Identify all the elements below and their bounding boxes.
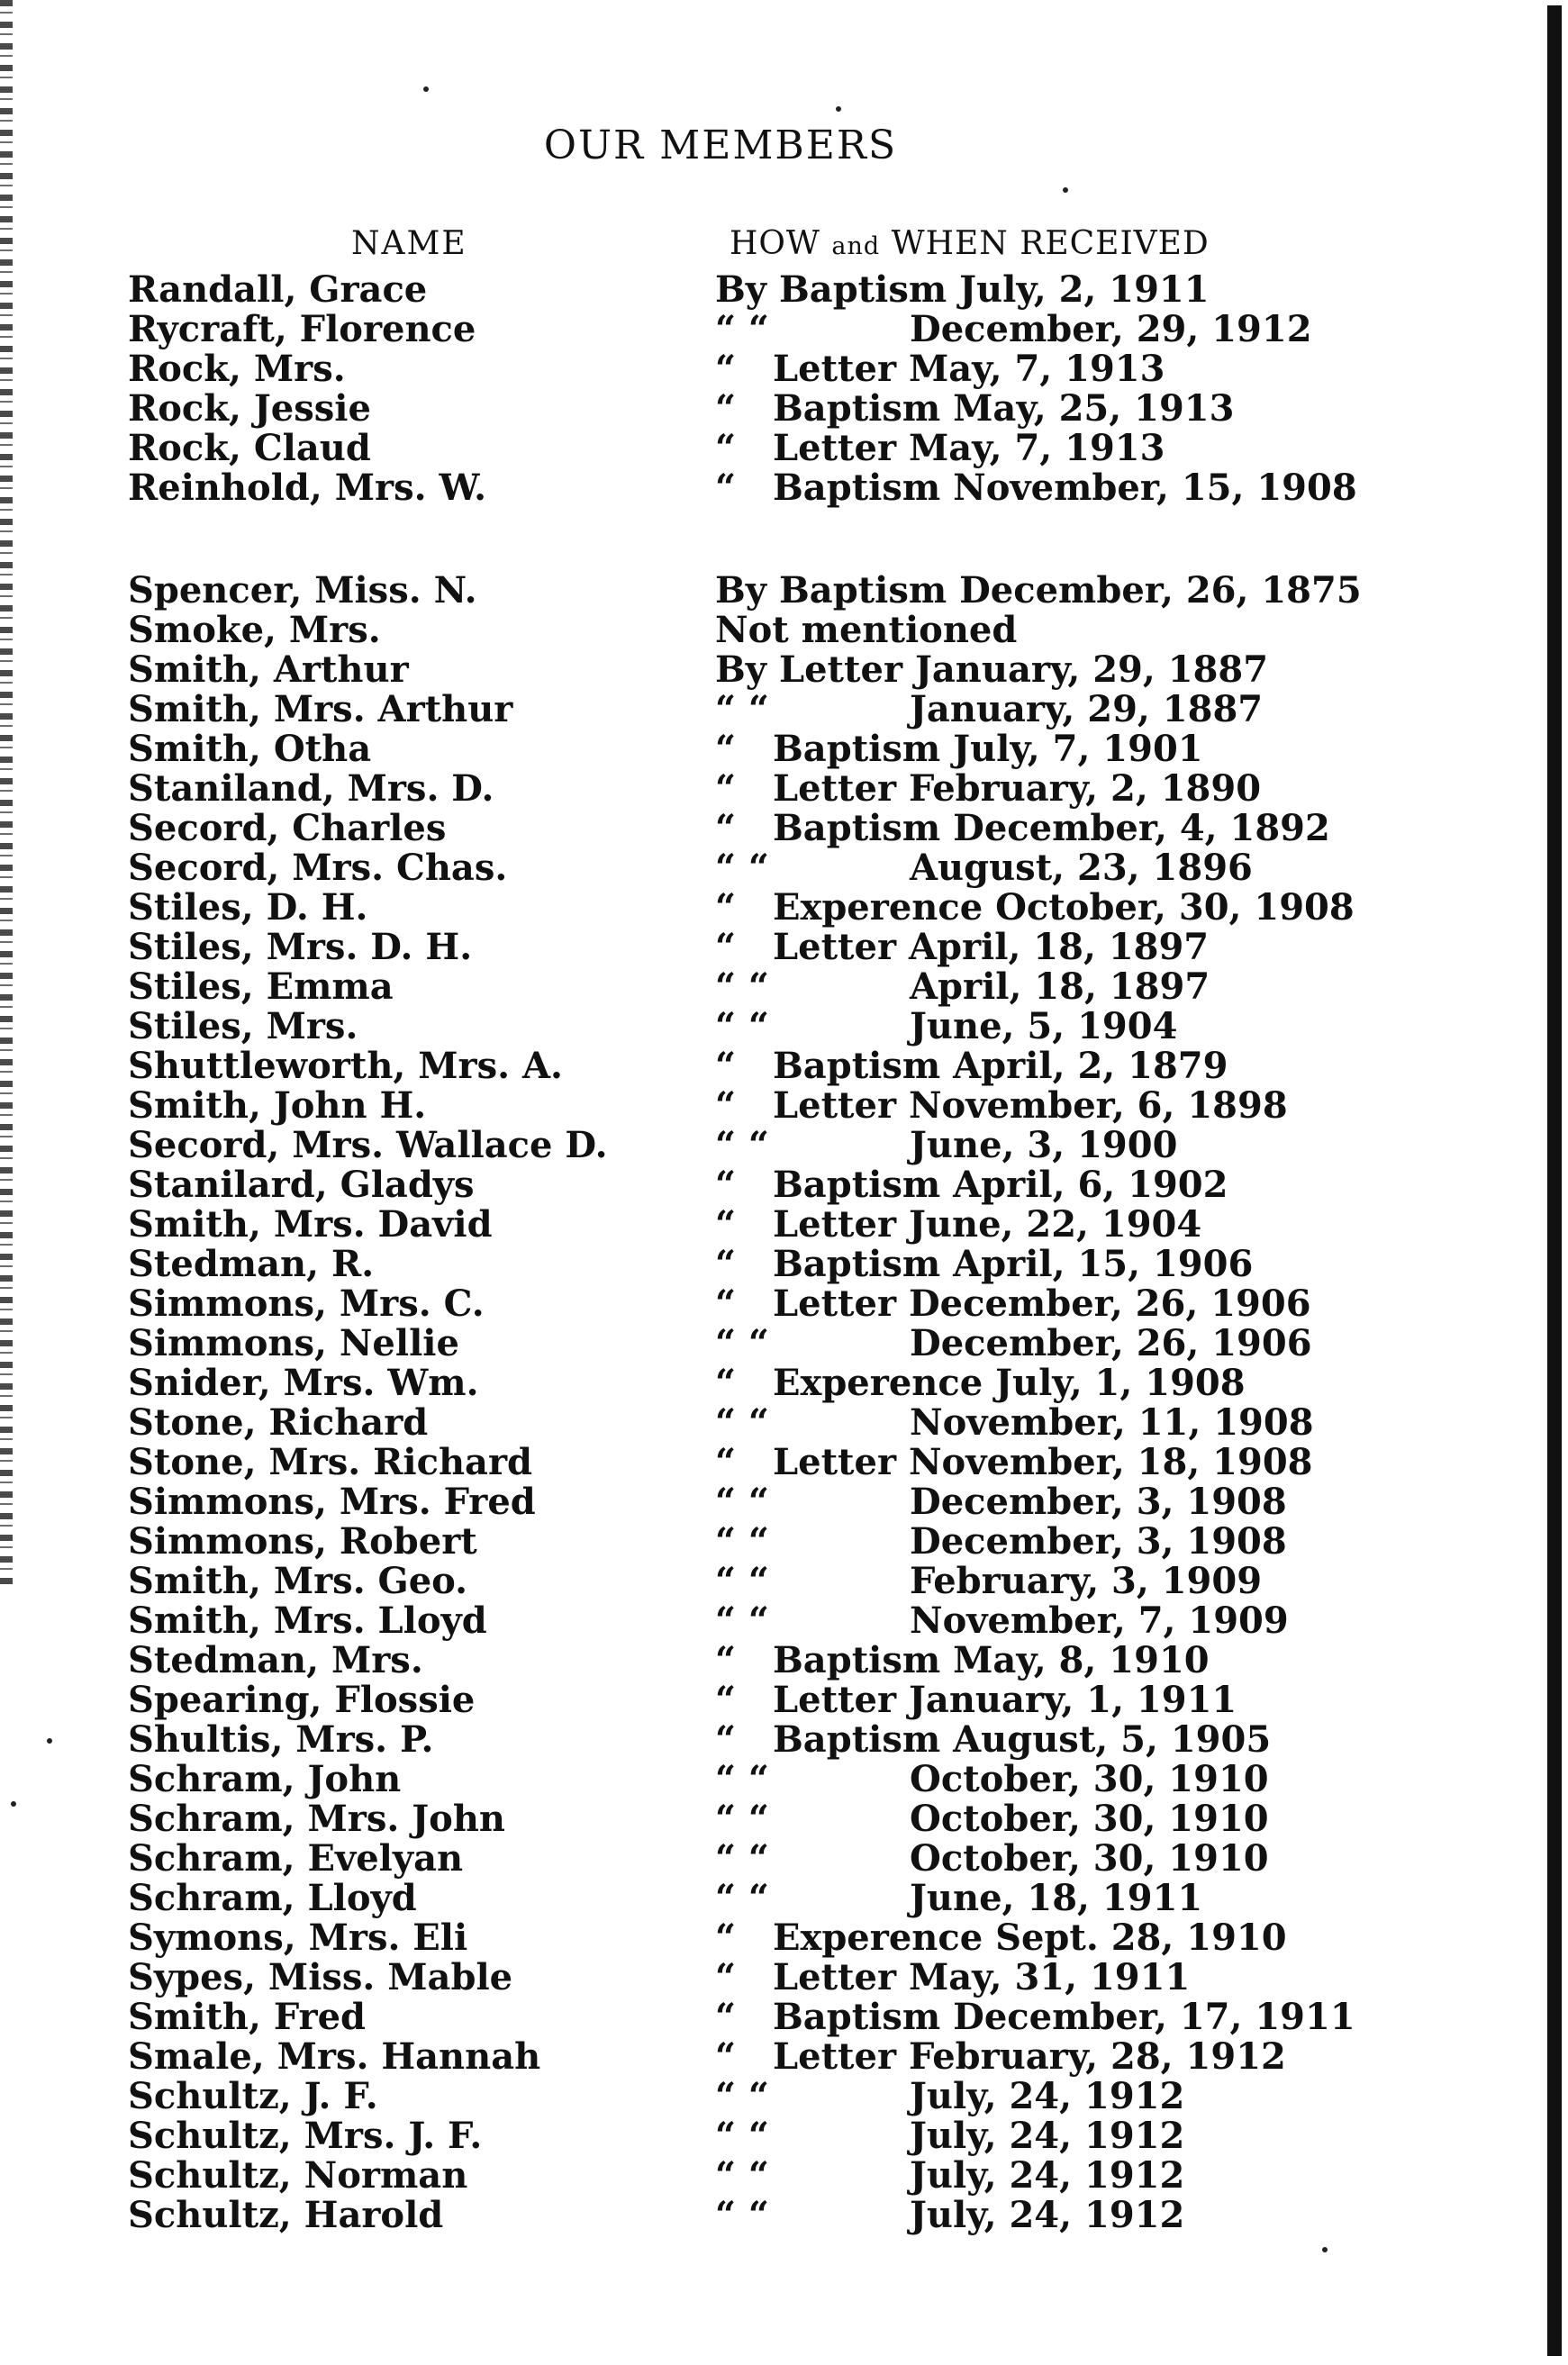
member-row xyxy=(0,1641,1531,1681)
ditto-mark: “ “ xyxy=(715,2154,769,2197)
member-received: Letter February, 28, 1912 xyxy=(773,2035,1286,2078)
ditto-mark: “ “ xyxy=(715,847,769,889)
ditto-mark: “ “ xyxy=(715,2194,769,2236)
member-name: Shultis, Mrs. P. xyxy=(128,1718,434,1761)
member-received: Baptism April, 6, 1902 xyxy=(773,1164,1228,1206)
member-received: Letter November, 18, 1908 xyxy=(773,1441,1313,1483)
ditto-mark: “ “ xyxy=(715,2075,769,2117)
page-title: OUR MEMBERS xyxy=(543,122,898,168)
member-name: Stone, Mrs. Richard xyxy=(128,1441,532,1483)
member-name: Staniland, Mrs. D. xyxy=(128,767,494,810)
member-row xyxy=(0,1047,1531,1086)
member-name: Simmons, Mrs. Fred xyxy=(128,1481,536,1523)
member-received: December, 3, 1908 xyxy=(910,1481,1287,1523)
header-and: and xyxy=(831,232,881,260)
ditto-mark: “ xyxy=(715,1996,737,2038)
member-row xyxy=(0,1482,1531,1522)
member-row xyxy=(0,389,1531,429)
member-name: Schultz, Harold xyxy=(128,2194,444,2236)
member-row xyxy=(0,1205,1531,1245)
member-row xyxy=(0,2196,1531,2235)
ditto-mark: “ xyxy=(715,886,737,929)
ditto-mark: “ xyxy=(715,427,737,469)
ditto-mark: “ xyxy=(715,1164,737,1206)
member-name: Stiles, Mrs. xyxy=(128,1005,358,1047)
member-name: Schram, Lloyd xyxy=(128,1877,417,1919)
member-row xyxy=(0,650,1531,690)
member-name: Smith, Otha xyxy=(128,728,372,770)
member-name: Stiles, Mrs. D. H. xyxy=(128,926,473,968)
member-row xyxy=(0,349,1531,389)
ditto-mark: “ xyxy=(715,807,737,849)
member-name: Simmons, Nellie xyxy=(128,1322,459,1364)
member-row xyxy=(0,1007,1531,1047)
member-name: Schultz, Mrs. J. F. xyxy=(128,2115,483,2157)
member-received: April, 18, 1897 xyxy=(910,965,1210,1008)
member-row xyxy=(0,1364,1531,1403)
member-row xyxy=(0,310,1531,349)
member-row xyxy=(0,928,1531,967)
ditto-mark: “ “ xyxy=(715,1877,769,1919)
member-received: Letter June, 22, 1904 xyxy=(773,1203,1202,1246)
member-received: December, 26, 1906 xyxy=(910,1322,1312,1364)
header-how: HOW xyxy=(730,225,820,262)
member-name: Secord, Mrs. Wallace D. xyxy=(128,1124,608,1166)
member-row xyxy=(0,2077,1531,2116)
member-row xyxy=(0,1720,1531,1760)
column-header-name: NAME xyxy=(351,225,467,262)
ditto-mark: “ “ xyxy=(715,1758,769,1800)
member-received: Letter April, 18, 1897 xyxy=(773,926,1210,968)
member-name: Reinhold, Mrs. W. xyxy=(128,467,487,509)
ditto-mark: “ “ xyxy=(715,1837,769,1880)
column-header-received xyxy=(730,225,1210,262)
member-name: Smale, Mrs. Hannah xyxy=(128,2035,541,2078)
member-name: Smith, Mrs. David xyxy=(128,1203,493,1246)
member-received: Baptism December, 4, 1892 xyxy=(773,807,1330,849)
member-received: Letter December, 26, 1906 xyxy=(773,1282,1311,1325)
member-received: October, 30, 1910 xyxy=(910,1758,1269,1800)
member-name: Rock, Claud xyxy=(128,427,371,469)
member-name: Stiles, D. H. xyxy=(128,886,368,929)
ditto-mark: “ xyxy=(715,1084,737,1127)
member-row xyxy=(0,1839,1531,1879)
member-row xyxy=(0,1403,1531,1443)
member-row xyxy=(0,967,1531,1007)
ditto-mark: “ xyxy=(715,1045,737,1087)
member-row xyxy=(0,2037,1531,2077)
member-name: Shuttleworth, Mrs. A. xyxy=(128,1045,563,1087)
member-received: July, 24, 1912 xyxy=(910,2154,1185,2197)
member-row xyxy=(0,1562,1531,1601)
member-received: November, 11, 1908 xyxy=(910,1401,1314,1444)
member-row xyxy=(0,1681,1531,1720)
scan-speck xyxy=(423,86,429,92)
ditto-mark: “ xyxy=(715,2035,737,2078)
ditto-mark: “ xyxy=(715,1718,737,1761)
ditto-mark: “ “ xyxy=(715,1401,769,1444)
member-name: Secord, Charles xyxy=(128,807,447,849)
member-received: February, 3, 1909 xyxy=(910,1560,1263,1602)
member-row xyxy=(0,1284,1531,1324)
member-row xyxy=(0,1522,1531,1562)
member-name: Smoke, Mrs. xyxy=(128,609,381,651)
ditto-mark: “ xyxy=(715,387,737,430)
scan-right-bar xyxy=(1547,5,1562,2356)
member-row xyxy=(0,1958,1531,1998)
member-received: November, 7, 1909 xyxy=(910,1599,1289,1642)
ditto-mark: “ “ xyxy=(715,1599,769,1642)
member-name: Rycraft, Florence xyxy=(128,308,476,350)
ditto-mark: “ “ xyxy=(715,2115,769,2157)
member-name: Sypes, Miss. Mable xyxy=(128,1956,513,1998)
member-row xyxy=(0,690,1531,729)
member-name: Stiles, Emma xyxy=(128,965,394,1008)
ditto-mark: “ “ xyxy=(715,1124,769,1166)
member-row xyxy=(0,1998,1531,2037)
member-received: October, 30, 1910 xyxy=(910,1837,1269,1880)
member-received: Baptism December, 17, 1911 xyxy=(773,1996,1355,2038)
member-row xyxy=(0,1601,1531,1641)
member-received: July, 24, 1912 xyxy=(910,2115,1185,2157)
ditto-mark: “ “ xyxy=(715,1481,769,1523)
member-row xyxy=(0,1879,1531,1918)
ditto-mark: “ xyxy=(715,1679,737,1721)
member-name: Secord, Mrs. Chas. xyxy=(128,847,508,889)
member-row xyxy=(0,611,1531,650)
member-row xyxy=(0,1324,1531,1364)
member-received: June, 5, 1904 xyxy=(910,1005,1178,1047)
member-received: July, 24, 1912 xyxy=(910,2194,1185,2236)
member-received: By Letter January, 29, 1887 xyxy=(715,648,1269,691)
member-name: Schultz, Norman xyxy=(128,2154,468,2197)
ditto-mark: “ xyxy=(715,926,737,968)
member-received: October, 30, 1910 xyxy=(910,1798,1269,1840)
member-received: January, 29, 1887 xyxy=(910,688,1264,730)
member-received: December, 3, 1908 xyxy=(910,1520,1287,1563)
ditto-mark: “ “ xyxy=(715,688,769,730)
member-row xyxy=(0,1245,1531,1284)
member-received: Baptism May, 25, 1913 xyxy=(773,387,1235,430)
member-name: Simmons, Robert xyxy=(128,1520,477,1563)
ditto-mark: “ xyxy=(715,1639,737,1681)
member-name: Smith, John H. xyxy=(128,1084,427,1127)
member-name: Smith, Mrs. Lloyd xyxy=(128,1599,487,1642)
member-received: Baptism July, 7, 1901 xyxy=(773,728,1203,770)
member-row xyxy=(0,809,1531,848)
member-name: Symons, Mrs. Eli xyxy=(128,1916,468,1959)
member-received: Letter January, 1, 1911 xyxy=(773,1679,1237,1721)
member-received: July, 24, 1912 xyxy=(910,2075,1185,2117)
member-received: Experence July, 1, 1908 xyxy=(773,1362,1246,1404)
member-row xyxy=(0,1126,1531,1165)
member-row xyxy=(0,1799,1531,1839)
member-name: Randall, Grace xyxy=(128,268,428,311)
member-received: Not mentioned xyxy=(715,609,1018,651)
member-row xyxy=(0,571,1531,611)
member-received: Letter May, 7, 1913 xyxy=(773,348,1165,390)
member-row xyxy=(0,270,1531,310)
ditto-mark: “ “ xyxy=(715,308,769,350)
member-name: Spencer, Miss. N. xyxy=(128,569,477,612)
member-received: Letter May, 31, 1911 xyxy=(773,1956,1191,1998)
member-received: Experence October, 30, 1908 xyxy=(773,886,1355,929)
member-row xyxy=(0,429,1531,468)
member-name: Schram, Evelyan xyxy=(128,1837,464,1880)
member-received: Letter November, 6, 1898 xyxy=(773,1084,1288,1127)
member-received: Baptism August, 5, 1905 xyxy=(773,1718,1272,1761)
member-name: Stanilard, Gladys xyxy=(128,1164,475,1206)
scan-speck xyxy=(836,106,841,112)
member-name: Snider, Mrs. Wm. xyxy=(128,1362,479,1404)
ditto-mark: “ “ xyxy=(715,1005,769,1047)
scan-speck xyxy=(1063,187,1068,193)
member-received: Letter May, 7, 1913 xyxy=(773,427,1165,469)
ditto-mark: “ xyxy=(715,767,737,810)
member-received: Letter February, 2, 1890 xyxy=(773,767,1262,810)
ditto-mark: “ xyxy=(715,1243,737,1285)
ditto-mark: “ “ xyxy=(715,1560,769,1602)
member-received: August, 23, 1896 xyxy=(910,847,1253,889)
member-name: Smith, Fred xyxy=(128,1996,367,2038)
member-received: By Baptism December, 26, 1875 xyxy=(715,569,1362,612)
member-received: June, 3, 1900 xyxy=(910,1124,1178,1166)
ditto-mark: “ “ xyxy=(715,965,769,1008)
header-when-received: WHEN RECEIVED xyxy=(891,225,1210,262)
member-name: Schultz, J. F. xyxy=(128,2075,378,2117)
member-received: December, 29, 1912 xyxy=(910,308,1312,350)
member-name: Spearing, Flossie xyxy=(128,1679,476,1721)
member-name: Stedman, R. xyxy=(128,1243,375,1285)
scan-speck xyxy=(1322,2247,1328,2252)
member-name: Smith, Mrs. Arthur xyxy=(128,688,513,730)
member-name: Schram, Mrs. John xyxy=(128,1798,505,1840)
member-row xyxy=(0,848,1531,888)
member-row xyxy=(0,2116,1531,2156)
member-row xyxy=(0,729,1531,769)
member-row xyxy=(0,468,1531,508)
member-row xyxy=(0,1165,1531,1205)
ditto-mark: “ xyxy=(715,728,737,770)
ditto-mark: “ xyxy=(715,467,737,509)
ditto-mark: “ xyxy=(715,1282,737,1325)
ditto-mark: “ “ xyxy=(715,1322,769,1364)
member-received: Baptism April, 2, 1879 xyxy=(773,1045,1228,1087)
member-received: Baptism April, 15, 1906 xyxy=(773,1243,1254,1285)
ditto-mark: “ “ xyxy=(715,1798,769,1840)
member-name: Rock, Jessie xyxy=(128,387,371,430)
ditto-mark: “ xyxy=(715,1362,737,1404)
member-row xyxy=(0,1918,1531,1958)
member-received: Experence Sept. 28, 1910 xyxy=(773,1916,1287,1959)
member-received: Baptism November, 15, 1908 xyxy=(773,467,1357,509)
member-received: By Baptism July, 2, 1911 xyxy=(715,268,1210,311)
member-name: Smith, Mrs. Geo. xyxy=(128,1560,468,1602)
member-row xyxy=(0,769,1531,809)
member-name: Stedman, Mrs. xyxy=(128,1639,423,1681)
member-received: June, 18, 1911 xyxy=(910,1877,1203,1919)
member-name: Smith, Arthur xyxy=(128,648,409,691)
ditto-mark: “ xyxy=(715,348,737,390)
ditto-mark: “ xyxy=(715,1916,737,1959)
member-received: Baptism May, 8, 1910 xyxy=(773,1639,1210,1681)
member-row xyxy=(0,2156,1531,2196)
member-row xyxy=(0,1086,1531,1126)
ditto-mark: “ xyxy=(715,1441,737,1483)
member-row xyxy=(0,888,1531,928)
member-name: Stone, Richard xyxy=(128,1401,429,1444)
member-row xyxy=(0,1760,1531,1799)
member-row xyxy=(0,1443,1531,1482)
ditto-mark: “ xyxy=(715,1203,737,1246)
member-name: Schram, John xyxy=(128,1758,402,1800)
member-name: Rock, Mrs. xyxy=(128,348,346,390)
ditto-mark: “ “ xyxy=(715,1520,769,1563)
ditto-mark: “ xyxy=(715,1956,737,1998)
member-name: Simmons, Mrs. C. xyxy=(128,1282,485,1325)
